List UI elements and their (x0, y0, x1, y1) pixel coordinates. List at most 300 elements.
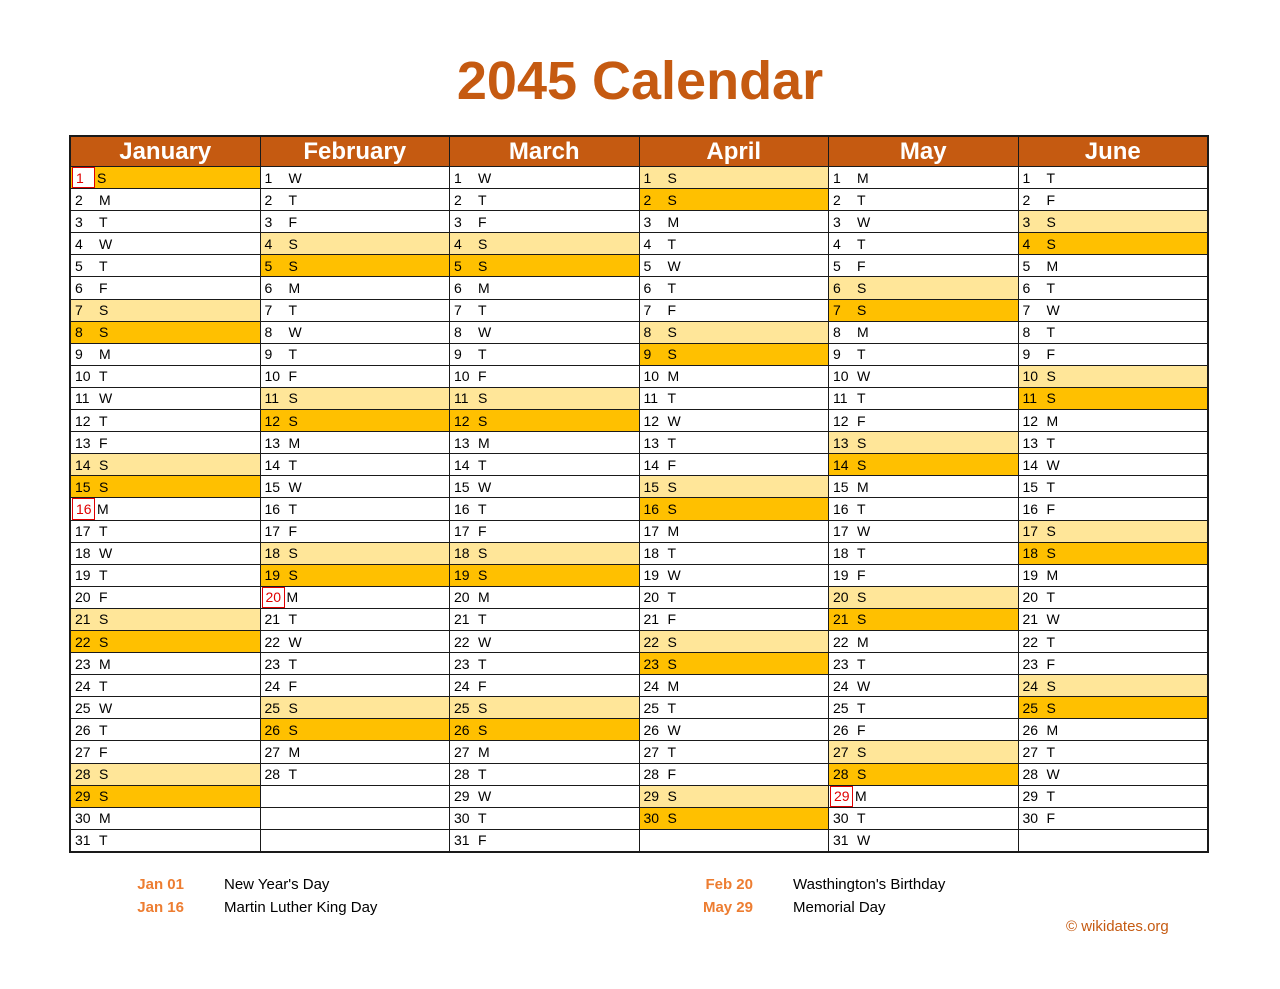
day-of-week: F (478, 368, 487, 385)
day-number: 5 (1022, 257, 1031, 274)
day-cell (640, 564, 829, 586)
day-of-week: S (97, 169, 107, 186)
day-number: 22 (833, 633, 849, 650)
day-of-week: T (99, 368, 108, 385)
holiday-name: Memorial Day (793, 899, 886, 916)
day-of-week: F (288, 213, 298, 230)
day-cell (640, 497, 829, 519)
day-cell (829, 299, 1018, 321)
day-number: 6 (1022, 280, 1031, 297)
day-cell (1019, 343, 1208, 365)
day-cell (450, 232, 639, 254)
day-cell (640, 608, 829, 630)
month-column-may (828, 137, 1018, 851)
day-of-week: S (478, 412, 488, 429)
day-cell (450, 829, 639, 851)
month-column-march (449, 137, 639, 851)
day-number: 5 (833, 257, 841, 274)
day-of-week: W (99, 699, 113, 716)
day-cell (261, 188, 450, 210)
day-cell (71, 542, 260, 564)
day-of-week: S (1046, 368, 1056, 385)
day-of-week: S (288, 721, 298, 738)
day-of-week: S (478, 235, 488, 252)
day-of-week: S (857, 456, 867, 473)
day-cell (71, 520, 260, 542)
day-cell (829, 674, 1018, 696)
day-number: 28 (264, 766, 281, 783)
day-number: 4 (264, 235, 273, 252)
day-of-week: W (478, 478, 492, 495)
day-of-week: T (667, 434, 677, 451)
day-number: 16 (454, 500, 470, 517)
day-of-week: S (99, 766, 109, 783)
day-cell (640, 321, 829, 343)
day-number: 17 (454, 523, 470, 540)
day-number: 20 (75, 589, 91, 606)
day-cell (450, 188, 639, 210)
day-number: 20 (643, 589, 660, 606)
holiday-date: Jan 01 (137, 876, 184, 893)
day-cell (450, 166, 639, 188)
day-cell (1019, 542, 1208, 564)
day-of-week: T (99, 523, 108, 540)
day-of-week: W (478, 788, 492, 805)
day-of-week: T (288, 456, 298, 473)
day-cell (261, 299, 450, 321)
day-of-week: T (99, 832, 108, 849)
day-cell (640, 409, 829, 431)
day-of-week: F (1046, 191, 1056, 208)
day-cell (71, 674, 260, 696)
day-cell (640, 829, 829, 851)
day-of-week: M (857, 324, 869, 341)
day-number: 28 (454, 766, 470, 783)
day-of-week: T (288, 611, 298, 628)
day-cell (71, 387, 260, 409)
day-number: 22 (1022, 633, 1039, 650)
day-cell (640, 630, 829, 652)
day-number: 5 (454, 257, 462, 274)
day-of-week: F (99, 589, 108, 606)
day-of-week: F (667, 302, 677, 319)
day-cell (450, 564, 639, 586)
day-number: 25 (264, 699, 281, 716)
day-cell (71, 475, 260, 497)
day-number: 9 (75, 346, 83, 363)
day-of-week: T (857, 235, 866, 252)
day-cell (640, 166, 829, 188)
day-number: 19 (833, 567, 849, 584)
day-number: 12 (75, 412, 91, 429)
day-of-week: T (288, 655, 298, 672)
day-of-week: T (1046, 633, 1056, 650)
day-number: 9 (454, 346, 462, 363)
day-number: 7 (264, 302, 273, 319)
day-of-week: F (857, 257, 866, 274)
day-cell (71, 254, 260, 276)
day-number: 19 (454, 567, 470, 584)
day-of-week: S (667, 810, 677, 827)
day-of-week: T (99, 257, 108, 274)
day-cell (261, 542, 450, 564)
page-title: 2045 Calendar (456, 51, 824, 111)
day-cell (71, 564, 260, 586)
day-of-week: T (99, 412, 108, 429)
day-of-week: T (99, 567, 108, 584)
day-number: 13 (833, 434, 849, 451)
day-of-week: T (478, 655, 487, 672)
day-cell (261, 276, 450, 298)
day-number: 20 (454, 589, 470, 606)
day-of-week: T (478, 500, 487, 517)
day-number: 29 (1022, 788, 1039, 805)
day-number: 18 (454, 545, 470, 562)
day-cell (640, 785, 829, 807)
day-of-week: S (667, 655, 677, 672)
day-of-week: T (667, 545, 677, 562)
day-of-week: M (857, 478, 869, 495)
day-cell (1019, 321, 1208, 343)
day-of-week: T (1046, 324, 1056, 341)
day-of-week: F (99, 280, 108, 297)
day-cell (1019, 232, 1208, 254)
day-cell (450, 254, 639, 276)
holiday-date: Feb 20 (705, 876, 753, 893)
day-number: 28 (643, 766, 660, 783)
day-number: 14 (833, 456, 849, 473)
day-of-week: S (1046, 699, 1056, 716)
day-cell (640, 387, 829, 409)
holiday-name: Wasthington's Birthday (793, 876, 946, 893)
day-of-week: T (857, 191, 866, 208)
day-number: 29 (643, 788, 660, 805)
day-cell (261, 254, 450, 276)
day-number: 18 (75, 545, 91, 562)
day-cell (261, 586, 450, 608)
day-of-week: T (288, 766, 298, 783)
copyright-link[interactable]: © wikidates.org (1066, 918, 1169, 935)
day-number: 3 (833, 213, 841, 230)
day-number: 9 (833, 346, 841, 363)
day-number: 5 (264, 257, 273, 274)
day-of-week: M (478, 743, 490, 760)
day-cell (450, 586, 639, 608)
day-of-week: T (1046, 589, 1056, 606)
day-of-week: M (1046, 721, 1059, 738)
day-number: 9 (643, 346, 652, 363)
day-cell (450, 696, 639, 718)
day-of-week: F (667, 766, 677, 783)
day-of-week: W (857, 213, 871, 230)
day-number: 9 (264, 346, 273, 363)
day-number: 10 (1022, 368, 1039, 385)
day-of-week: S (288, 257, 298, 274)
day-number: 10 (643, 368, 660, 385)
day-cell (829, 608, 1018, 630)
day-number: 18 (264, 545, 281, 562)
day-of-week: F (857, 412, 866, 429)
day-number: 4 (1022, 235, 1031, 252)
day-of-week: S (1046, 213, 1056, 230)
day-cell (640, 740, 829, 762)
day-number: 7 (75, 302, 83, 319)
day-number: 31 (454, 832, 470, 849)
day-number: 1 (833, 169, 841, 186)
day-number: 4 (833, 235, 841, 252)
day-of-week: F (478, 677, 487, 694)
day-cell (261, 740, 450, 762)
day-number: 15 (643, 478, 660, 495)
day-of-week: S (288, 545, 298, 562)
day-cell (450, 674, 639, 696)
day-number: 9 (1022, 346, 1031, 363)
day-number: 21 (1022, 611, 1039, 628)
day-cell (71, 431, 260, 453)
holiday-legend-right (673, 874, 1073, 920)
day-cell (261, 807, 450, 829)
day-of-week: F (1046, 500, 1056, 517)
day-of-week: T (478, 611, 487, 628)
day-cell (450, 630, 639, 652)
day-of-week: F (99, 434, 108, 451)
day-of-week: T (478, 456, 487, 473)
day-number: 26 (454, 721, 470, 738)
day-number: 16 (264, 500, 281, 517)
day-of-week: M (97, 500, 109, 517)
day-cell (261, 365, 450, 387)
day-of-week: S (99, 302, 109, 319)
day-number: 29 (75, 788, 91, 805)
day-cell (261, 785, 450, 807)
calendar-grid (69, 135, 1209, 853)
day-cell (1019, 453, 1208, 475)
day-number: 22 (454, 633, 470, 650)
day-number: 2 (454, 191, 462, 208)
day-of-week: S (857, 766, 867, 783)
day-number: 16 (72, 498, 95, 519)
day-of-week: T (1046, 743, 1056, 760)
day-cell (640, 343, 829, 365)
day-of-week: T (857, 699, 866, 716)
day-number: 16 (833, 500, 849, 517)
day-of-week: T (857, 500, 866, 517)
day-number: 10 (454, 368, 470, 385)
day-cell (71, 232, 260, 254)
day-cell (1019, 652, 1208, 674)
day-of-week: T (99, 677, 108, 694)
day-number: 24 (75, 677, 91, 694)
day-cell (1019, 497, 1208, 519)
day-cell (450, 299, 639, 321)
day-cell (450, 453, 639, 475)
day-number: 27 (75, 743, 91, 760)
day-number: 30 (75, 810, 91, 827)
day-of-week: W (1046, 766, 1060, 783)
day-number: 1 (454, 169, 462, 186)
day-number: 20 (1022, 589, 1039, 606)
day-of-week: T (857, 655, 866, 672)
day-cell (71, 718, 260, 740)
day-cell (261, 520, 450, 542)
day-cell (71, 763, 260, 785)
day-cell (640, 276, 829, 298)
day-of-week: W (857, 368, 871, 385)
day-number: 4 (454, 235, 462, 252)
day-number: 17 (643, 523, 660, 540)
day-of-week: W (857, 677, 871, 694)
day-cell (71, 188, 260, 210)
day-cell (829, 520, 1018, 542)
day-cell (829, 453, 1018, 475)
day-number: 30 (1022, 810, 1039, 827)
day-cell (450, 321, 639, 343)
day-cell (640, 188, 829, 210)
day-cell (261, 387, 450, 409)
day-number: 18 (833, 545, 849, 562)
day-cell (1019, 409, 1208, 431)
day-of-week: S (478, 721, 488, 738)
day-of-week: S (478, 567, 488, 584)
day-cell (261, 409, 450, 431)
day-cell (71, 785, 260, 807)
day-cell (829, 387, 1018, 409)
day-cell (71, 807, 260, 829)
day-number: 3 (643, 213, 652, 230)
day-cell (1019, 431, 1208, 453)
day-number: 19 (643, 567, 660, 584)
day-cell (261, 630, 450, 652)
day-cell (261, 674, 450, 696)
day-cell (71, 586, 260, 608)
day-of-week: T (667, 699, 677, 716)
day-of-week: W (1046, 611, 1060, 628)
day-cell (640, 586, 829, 608)
day-cell (1019, 630, 1208, 652)
day-of-week: S (1046, 390, 1056, 407)
day-cell (1019, 475, 1208, 497)
day-of-week: S (667, 346, 677, 363)
day-of-week: W (288, 478, 302, 495)
day-number: 15 (75, 478, 91, 495)
day-of-week: T (478, 302, 487, 319)
day-cell (829, 630, 1018, 652)
day-number: 13 (264, 434, 281, 451)
day-cell (71, 276, 260, 298)
day-cell (1019, 564, 1208, 586)
day-cell (261, 475, 450, 497)
day-number: 25 (75, 699, 91, 716)
holiday-date: Jan 16 (137, 899, 184, 916)
day-cell (829, 586, 1018, 608)
day-cell (640, 696, 829, 718)
day-number: 22 (75, 633, 91, 650)
day-number: 30 (833, 810, 849, 827)
day-of-week: S (857, 434, 867, 451)
day-number: 24 (264, 677, 281, 694)
day-cell (450, 785, 639, 807)
day-of-week: W (857, 832, 871, 849)
day-of-week: M (1046, 257, 1059, 274)
holiday-entry (673, 897, 1073, 920)
day-of-week: M (667, 677, 680, 694)
day-cell (261, 453, 450, 475)
day-of-week: M (857, 169, 869, 186)
day-of-week: T (478, 191, 487, 208)
holiday-legend-left (104, 874, 504, 920)
day-of-week: T (667, 280, 677, 297)
day-cell (829, 254, 1018, 276)
day-of-week: F (1046, 810, 1056, 827)
day-number: 18 (643, 545, 660, 562)
holiday-entry (104, 897, 504, 920)
day-cell (71, 210, 260, 232)
day-number: 13 (643, 434, 660, 451)
day-number: 17 (833, 523, 849, 540)
day-cell (71, 321, 260, 343)
day-cell (829, 321, 1018, 343)
day-cell (640, 807, 829, 829)
month-header: February (261, 137, 450, 166)
day-number: 23 (643, 655, 660, 672)
day-cell (261, 763, 450, 785)
day-cell (829, 652, 1018, 674)
day-of-week: T (478, 810, 487, 827)
day-number: 28 (833, 766, 849, 783)
day-number: 5 (75, 257, 83, 274)
day-of-week: S (667, 169, 677, 186)
day-cell (829, 343, 1018, 365)
day-number: 4 (75, 235, 83, 252)
day-cell (71, 497, 260, 519)
day-of-week: S (99, 633, 109, 650)
day-of-week: F (667, 611, 677, 628)
day-cell (1019, 674, 1208, 696)
day-of-week: T (478, 346, 487, 363)
day-number: 25 (454, 699, 470, 716)
day-number: 17 (75, 523, 91, 540)
day-number: 8 (643, 324, 652, 341)
day-of-week: T (667, 589, 677, 606)
day-number: 21 (643, 611, 660, 628)
day-of-week: S (288, 390, 298, 407)
day-number: 8 (264, 324, 273, 341)
day-number: 13 (75, 434, 91, 451)
day-of-week: S (857, 280, 867, 297)
day-cell (261, 166, 450, 188)
day-number: 2 (833, 191, 841, 208)
day-of-week: S (99, 324, 109, 341)
day-number: 22 (264, 633, 281, 650)
day-number: 14 (1022, 456, 1039, 473)
day-cell (450, 520, 639, 542)
month-header: March (450, 137, 639, 166)
day-of-week: M (857, 633, 869, 650)
day-cell (450, 431, 639, 453)
day-of-week: F (1046, 346, 1056, 363)
day-of-week: T (288, 346, 298, 363)
day-of-week: S (1046, 235, 1056, 252)
month-header: May (829, 137, 1018, 166)
day-of-week: W (99, 545, 113, 562)
day-of-week: M (99, 191, 111, 208)
day-cell (640, 299, 829, 321)
day-number: 16 (1022, 500, 1039, 517)
day-of-week: M (288, 280, 301, 297)
day-cell (1019, 387, 1208, 409)
day-cell (829, 232, 1018, 254)
day-of-week: M (478, 280, 490, 297)
